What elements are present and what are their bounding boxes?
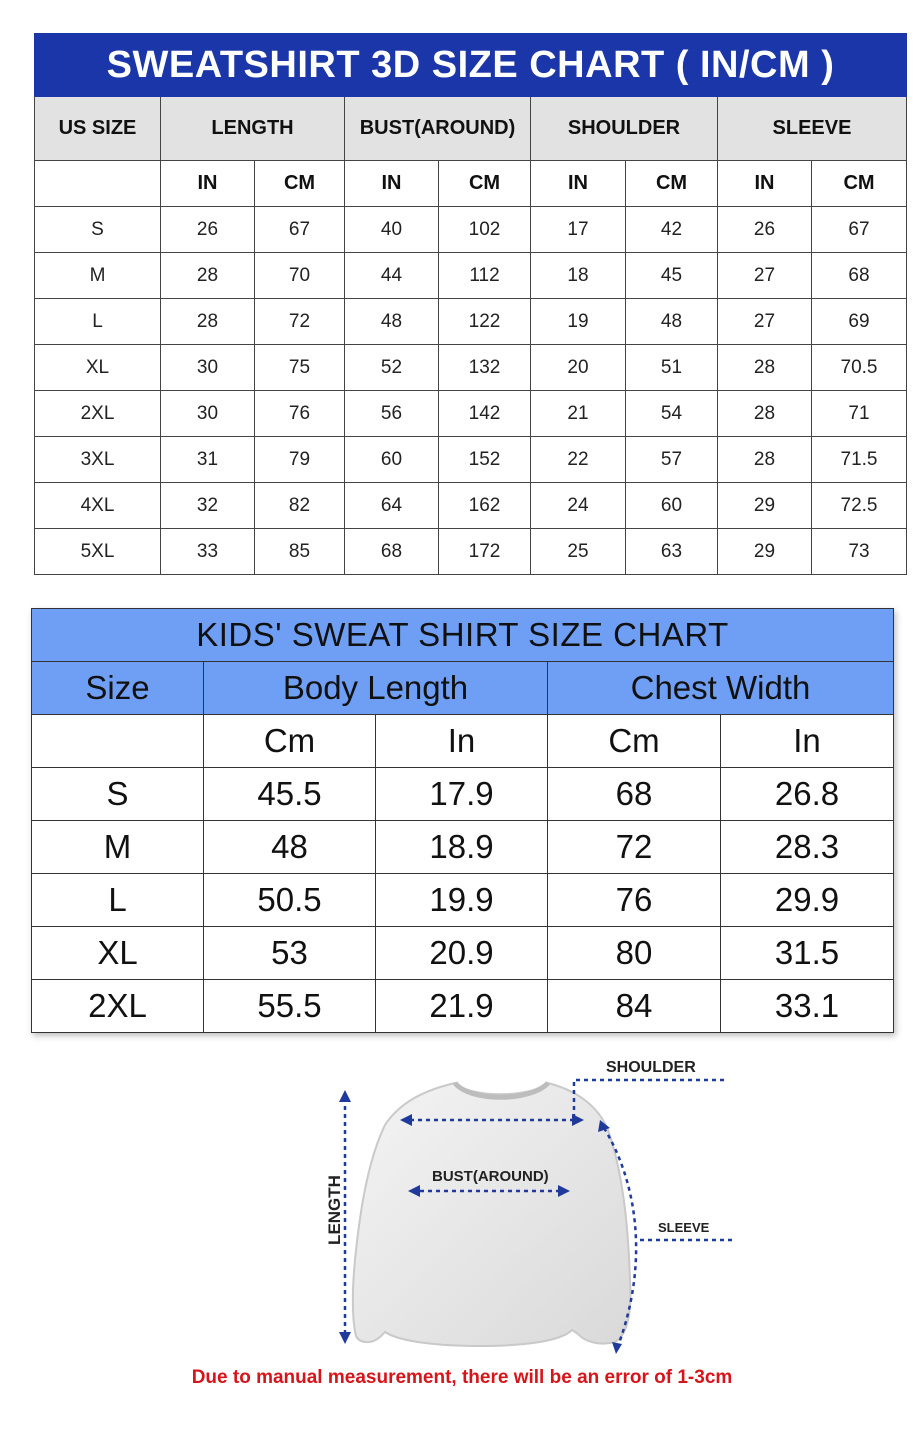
measurement-cell: 48 [626,299,718,345]
measurement-cell: 56 [345,391,439,437]
header-length: LENGTH [161,97,345,161]
kids-size-row [32,874,894,927]
measurement-cell: 172 [439,529,531,575]
measurement-cell: 69 [812,299,907,345]
measurement-cell: 68 [812,253,907,299]
header-shoulder: SHOULDER [531,97,718,161]
kids-measurement-cell: 21.9 [376,980,548,1033]
measurement-cell: 63 [626,529,718,575]
kids-size-label-cell: M [32,821,204,874]
measurement-cell: 19 [531,299,626,345]
measurement-diagram [0,1050,924,1360]
measurement-cell: 44 [345,253,439,299]
measurement-cell: 57 [626,437,718,483]
kids-size-label-cell: 2XL [32,980,204,1033]
unit-cell: CM [439,161,531,207]
kids-unit-cell: Cm [548,715,721,768]
kids-measurement-cell: 45.5 [204,768,376,821]
measurement-cell: 67 [255,207,345,253]
measurement-cell: 18 [531,253,626,299]
measurement-cell: 70.5 [812,345,907,391]
measurement-cell: 85 [255,529,345,575]
unit-blank-cell [35,161,161,207]
size-label-cell: L [35,299,161,345]
adult-size-row [35,253,907,299]
measurement-cell: 48 [345,299,439,345]
kids-size-row [32,927,894,980]
measurement-cell: 28 [161,299,255,345]
kids-size-label-cell: L [32,874,204,927]
kids-measurement-cell: 31.5 [721,927,894,980]
measurement-cell: 72.5 [812,483,907,529]
kids-header-body-length: Body Length [204,662,548,715]
kids-measurement-cell: 28.3 [721,821,894,874]
adult-size-row [35,207,907,253]
kids-measurement-cell: 55.5 [204,980,376,1033]
kids-unit-cell: Cm [204,715,376,768]
measurement-cell: 27 [718,253,812,299]
kids-size-row [32,821,894,874]
kids-measurement-cell: 68 [548,768,721,821]
measurement-cell: 25 [531,529,626,575]
adult-size-row [35,299,907,345]
measurement-cell: 60 [626,483,718,529]
kids-measurement-cell: 53 [204,927,376,980]
measurement-cell: 27 [718,299,812,345]
adult-size-row [35,483,907,529]
kids-measurement-cell: 17.9 [376,768,548,821]
kids-measurement-cell: 29.9 [721,874,894,927]
kids-measurement-cell: 48 [204,821,376,874]
measurement-cell: 79 [255,437,345,483]
adult-size-row [35,529,907,575]
size-label-cell: M [35,253,161,299]
measurement-cell: 33 [161,529,255,575]
kids-measurement-cell: 20.9 [376,927,548,980]
size-label-cell: 2XL [35,391,161,437]
header-sleeve: SLEEVE [718,97,907,161]
unit-cell: CM [255,161,345,207]
measurement-cell: 45 [626,253,718,299]
measurement-cell: 28 [718,345,812,391]
header-us-size: US SIZE [35,97,161,161]
measurement-cell: 28 [718,437,812,483]
measurement-cell: 72 [255,299,345,345]
sweatshirt-illustration [0,1050,924,1360]
measurement-cell: 102 [439,207,531,253]
measurement-cell: 40 [345,207,439,253]
measurement-cell: 162 [439,483,531,529]
measurement-cell: 54 [626,391,718,437]
kids-chart-title: KIDS' SWEAT SHIRT SIZE CHART [32,609,894,662]
unit-cell: IN [531,161,626,207]
measurement-cell: 71 [812,391,907,437]
unit-cell: CM [626,161,718,207]
bust-label: BUST(AROUND) [432,1168,549,1185]
measurement-cell: 67 [812,207,907,253]
unit-cell: IN [345,161,439,207]
measurement-cell: 30 [161,391,255,437]
measurement-cell: 30 [161,345,255,391]
size-label-cell: 3XL [35,437,161,483]
kids-header-chest-width: Chest Width [548,662,894,715]
measurement-cell: 142 [439,391,531,437]
measurement-cell: 51 [626,345,718,391]
kids-measurement-cell: 50.5 [204,874,376,927]
kids-size-row [32,768,894,821]
kids-size-row [32,980,894,1033]
measurement-cell: 26 [161,207,255,253]
kids-size-label-cell: S [32,768,204,821]
adult-size-row [35,391,907,437]
measurement-cell: 28 [718,391,812,437]
measurement-cell: 75 [255,345,345,391]
measurement-cell: 76 [255,391,345,437]
kids-unit-cell: In [721,715,894,768]
kids-measurement-cell: 84 [548,980,721,1033]
kids-unit-cell: In [376,715,548,768]
adult-size-row [35,345,907,391]
measurement-cell: 29 [718,483,812,529]
measurement-cell: 24 [531,483,626,529]
size-label-cell: 4XL [35,483,161,529]
unit-cell: CM [812,161,907,207]
kids-size-label-cell: XL [32,927,204,980]
measurement-cell: 68 [345,529,439,575]
size-label-cell: XL [35,345,161,391]
sweatshirt-shape [353,1083,631,1346]
adult-size-row [35,437,907,483]
measurement-cell: 32 [161,483,255,529]
kids-unit-blank-cell [32,715,204,768]
measurement-cell: 17 [531,207,626,253]
measurement-cell: 112 [439,253,531,299]
kids-measurement-cell: 72 [548,821,721,874]
kids-measurement-cell: 18.9 [376,821,548,874]
sleeve-label: SLEEVE [658,1220,710,1235]
measurement-cell: 132 [439,345,531,391]
measurement-cell: 71.5 [812,437,907,483]
measurement-cell: 29 [718,529,812,575]
measurement-cell: 22 [531,437,626,483]
measurement-cell: 60 [345,437,439,483]
unit-cell: IN [161,161,255,207]
header-bust: BUST(AROUND) [345,97,531,161]
size-label-cell: S [35,207,161,253]
kids-size-chart [31,608,894,1033]
measurement-cell: 82 [255,483,345,529]
measurement-cell: 28 [161,253,255,299]
measurement-cell: 152 [439,437,531,483]
kids-measurement-cell: 19.9 [376,874,548,927]
measurement-cell: 52 [345,345,439,391]
measurement-cell: 70 [255,253,345,299]
adult-chart-title: SWEATSHIRT 3D SIZE CHART ( IN/CM ) [35,34,907,97]
size-label-cell: 5XL [35,529,161,575]
unit-cell: IN [718,161,812,207]
measurement-cell: 26 [718,207,812,253]
measurement-cell: 20 [531,345,626,391]
length-label: LENGTH [324,1175,344,1245]
measurement-cell: 31 [161,437,255,483]
measurement-cell: 122 [439,299,531,345]
shoulder-label: SHOULDER [606,1059,696,1076]
kids-measurement-cell: 33.1 [721,980,894,1033]
kids-measurement-cell: 26.8 [721,768,894,821]
measurement-cell: 21 [531,391,626,437]
measurement-error-notice: Due to manual measurement, there will be an error of 1-3cm [191,1367,733,1388]
adult-size-chart [34,33,907,575]
kids-header-size: Size [32,662,204,715]
measurement-cell: 64 [345,483,439,529]
kids-measurement-cell: 76 [548,874,721,927]
measurement-cell: 42 [626,207,718,253]
measurement-cell: 73 [812,529,907,575]
kids-measurement-cell: 80 [548,927,721,980]
